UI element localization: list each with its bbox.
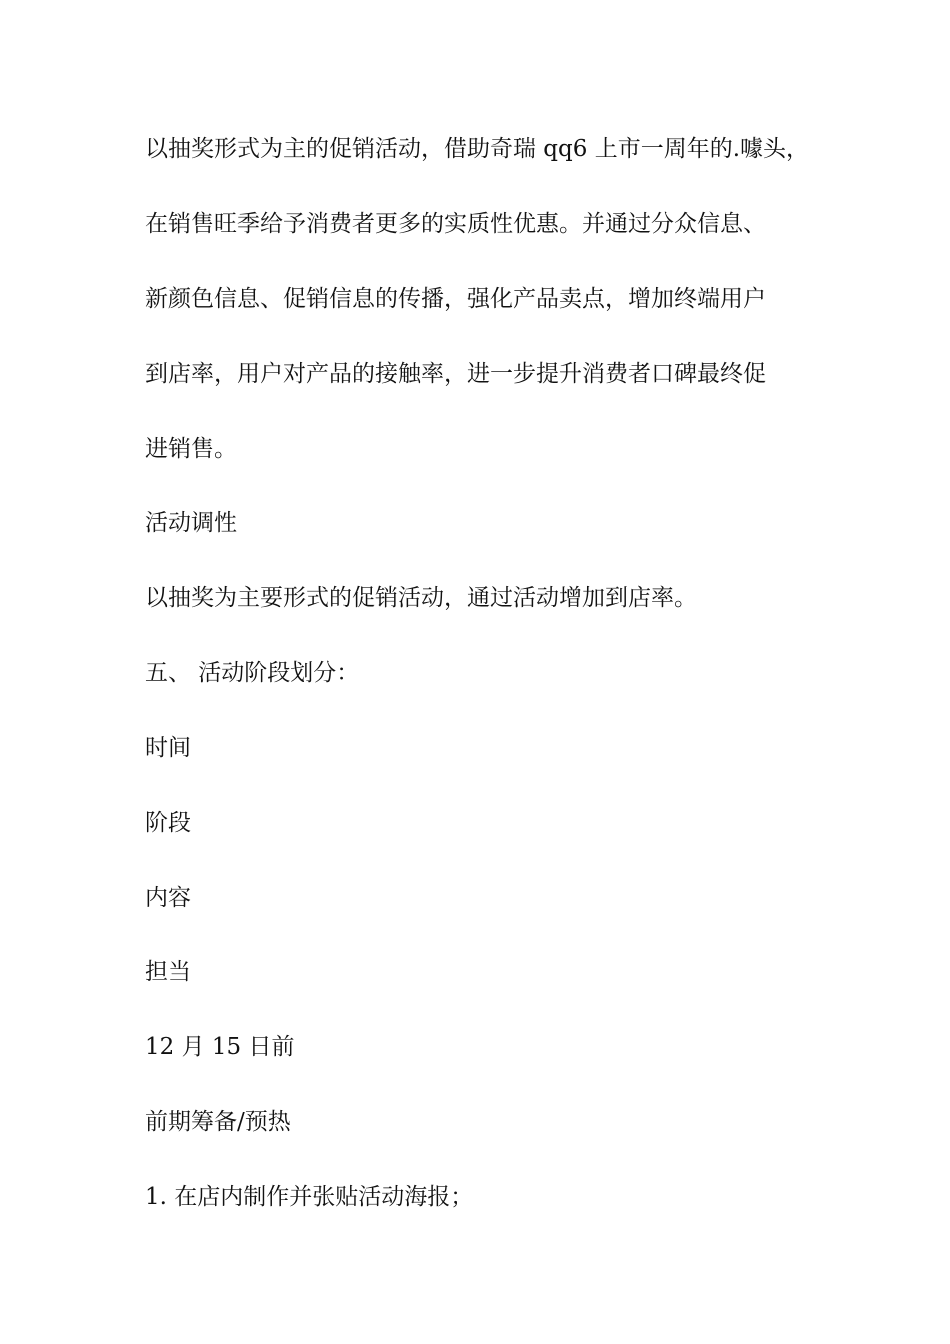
paragraph-line-2: 在销售旺季给予消费者更多的实质性优惠。并通过分众信息、 (145, 211, 766, 237)
table-cell-stage: 前期筹备/预热 (145, 1109, 291, 1135)
paragraph-line-3: 新颜色信息、促销信息的传播，强化产品卖点，增加终端用户 (145, 286, 766, 312)
paragraph-line-5: 进销售。 (145, 436, 237, 462)
table-cell-time: 12 月 15 日前 (145, 1034, 295, 1060)
tone-heading: 活动调性 (145, 510, 237, 536)
table-header-stage: 阶段 (145, 810, 191, 836)
table-header-time: 时间 (145, 735, 191, 761)
section-heading: 五、 活动阶段划分： (145, 660, 360, 686)
table-cell-content-item: 1. 在店内制作并张贴活动海报； (145, 1184, 474, 1210)
paragraph-line-1: 以抽奖形式为主的促销活动，借助奇瑞 qq6 上市一周年的.噱头， (145, 136, 810, 162)
tone-text: 以抽奖为主要形式的促销活动，通过活动增加到店率。 (145, 585, 697, 611)
table-header-content: 内容 (145, 885, 191, 911)
table-header-owner: 担当 (145, 959, 191, 985)
paragraph-line-4: 到店率，用户对产品的接触率，进一步提升消费者口碑最终促 (145, 361, 766, 387)
